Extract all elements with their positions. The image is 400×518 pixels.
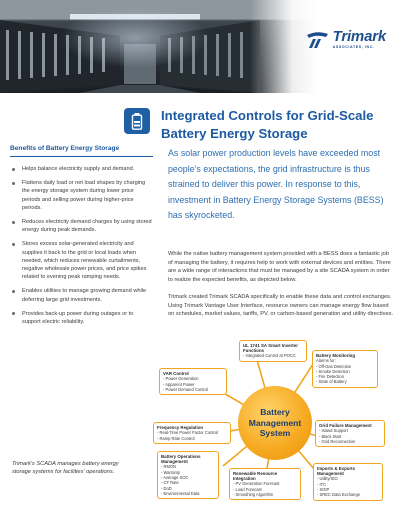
box-item: - Power Demand Control xyxy=(163,386,209,392)
benefit-item: Helps balance electricity supply and demand. xyxy=(10,165,153,173)
box-item: - ITC xyxy=(317,481,327,487)
battery-management-system-hub xyxy=(238,386,312,460)
benefit-item: Provides back-up power during outages or to support electric reliability. xyxy=(10,310,153,326)
box-item: - Average SOC xyxy=(161,475,189,480)
box-item: - RMON xyxy=(161,464,177,470)
box-item: - Smoke Detection xyxy=(316,368,350,374)
benefits-list xyxy=(10,165,153,326)
benefits-sidebar xyxy=(10,145,153,332)
grid-failure-box xyxy=(315,420,385,447)
box-item: - Apparent Power xyxy=(163,381,195,387)
renewable-integration-box xyxy=(229,468,301,500)
sidebar-heading: Benefits of Battery Energy Storage xyxy=(10,145,153,157)
benefit-item: Enables utilities to manage growing demand while deferring large grid investments. xyxy=(10,287,153,303)
trimark-logo-mark-icon xyxy=(304,31,330,49)
box-item: - SGIP xyxy=(317,487,330,492)
box-title: VAR Control xyxy=(163,371,189,376)
box-title: Battery Operations Management xyxy=(161,454,201,465)
box-title: Imports & Exports Management xyxy=(317,466,356,477)
lead-paragraph: As solar power production levels have exceeded most people's expectations, the grid infrastructure is thus strained to deliver this power. In response to this, investment in Battery Energy Storage Systems (BESS) has skyrocketed. xyxy=(168,148,384,221)
box-title: Frequency Regulation xyxy=(157,425,204,430)
benefit-item: Reduces electricity demand charges by using stored energy during peak demands. xyxy=(10,218,153,234)
hero-image xyxy=(0,0,400,93)
box-item: - Real-Time Power Factor Control xyxy=(157,430,219,436)
trimark-logo xyxy=(304,30,386,49)
battery-operations-box xyxy=(157,451,219,499)
brand-panel xyxy=(250,0,400,93)
box-title: Renewable Resource Integration xyxy=(233,471,278,482)
box-title: Battery Monitoring xyxy=(316,353,356,358)
box-item: - PV Generation Forecast xyxy=(233,481,280,487)
page-title-line-2: Battery Energy Storage xyxy=(161,126,308,141)
box-item: - Environmental Data xyxy=(161,490,200,496)
ceiling-light-glow xyxy=(60,8,210,68)
bms-diagram xyxy=(145,338,400,518)
hub-label: Battery Management System xyxy=(248,407,302,439)
box-item: - Fire Detection xyxy=(316,374,344,380)
sidebar-caption: Trimark's SCADA manages battery energy storage systems for facilities' operations. xyxy=(12,461,119,476)
box-item: - Island Support xyxy=(319,428,348,434)
box-item: - Off-Gas Detection xyxy=(316,363,352,369)
brand-name: Trimark xyxy=(332,28,386,45)
battery-icon xyxy=(124,108,150,134)
box-item: - Integrated Control at POCC xyxy=(243,353,296,359)
var-control-box xyxy=(159,368,227,395)
box-item: - DoD xyxy=(161,485,172,491)
box-item: - Load Forecast xyxy=(233,486,262,492)
box-item: - Smoothing Algorithm xyxy=(233,492,274,497)
ul1741-box xyxy=(239,340,307,362)
box-item: - CF Rate xyxy=(161,480,179,486)
box-item: - Black Start xyxy=(319,433,342,439)
battery-monitoring-box xyxy=(312,350,378,388)
page-title-line-1: Integrated Controls for Grid-Scale xyxy=(161,108,374,123)
box-item: - Warranty xyxy=(161,469,180,475)
box-item: - SREC Data Exchange xyxy=(317,492,361,498)
box-item: - Power Generation xyxy=(163,376,199,382)
box-item: - Grid Reconnection xyxy=(319,438,356,444)
box-item: - State of Battery xyxy=(316,379,347,385)
frequency-regulation-box xyxy=(153,422,231,444)
box-item: - Utility/ISO xyxy=(317,476,338,482)
box-item: - Ramp Rate Control xyxy=(157,435,195,441)
benefit-item: Flattens daily load or net load shapes by charging the energy storage system during lower price periods and selling power during higher-price periods. xyxy=(10,179,153,212)
brand-subtitle: ASSOCIATES, INC. xyxy=(332,45,375,49)
benefit-item: Stores excess solar-generated electricity and supplies it back to the grid or local loads when needed, which reduces renewable curtailments, negative wholesale power prices, and price spikes related to evening peak ramping needs. xyxy=(10,240,153,281)
imports-exports-box xyxy=(313,463,383,501)
box-item: Alarms for: xyxy=(316,358,336,364)
box-title: Grid Failure Management xyxy=(319,423,372,428)
body-paragraph-2: Trimark created Trimark SCADA specifically to enable these data and control exchanges. Using Trimark Vantage User Interface, resource owners can manage energy flow based on schedules, market values, tariffs, PV, or carbon-based generation and utility directives. xyxy=(168,294,394,317)
body-paragraph-1: While the native battery management system provided with a BESS does a fantastic job of managing the battery, it requires help to work with external devices and entities. There are a wide range of interactions that must be managed by a site SCADA system in order to realize the expected benefits, as depicted below. xyxy=(168,251,391,283)
box-title: UL 1741 SA Smart Inverter Functions xyxy=(243,343,298,354)
page-title xyxy=(161,107,391,143)
